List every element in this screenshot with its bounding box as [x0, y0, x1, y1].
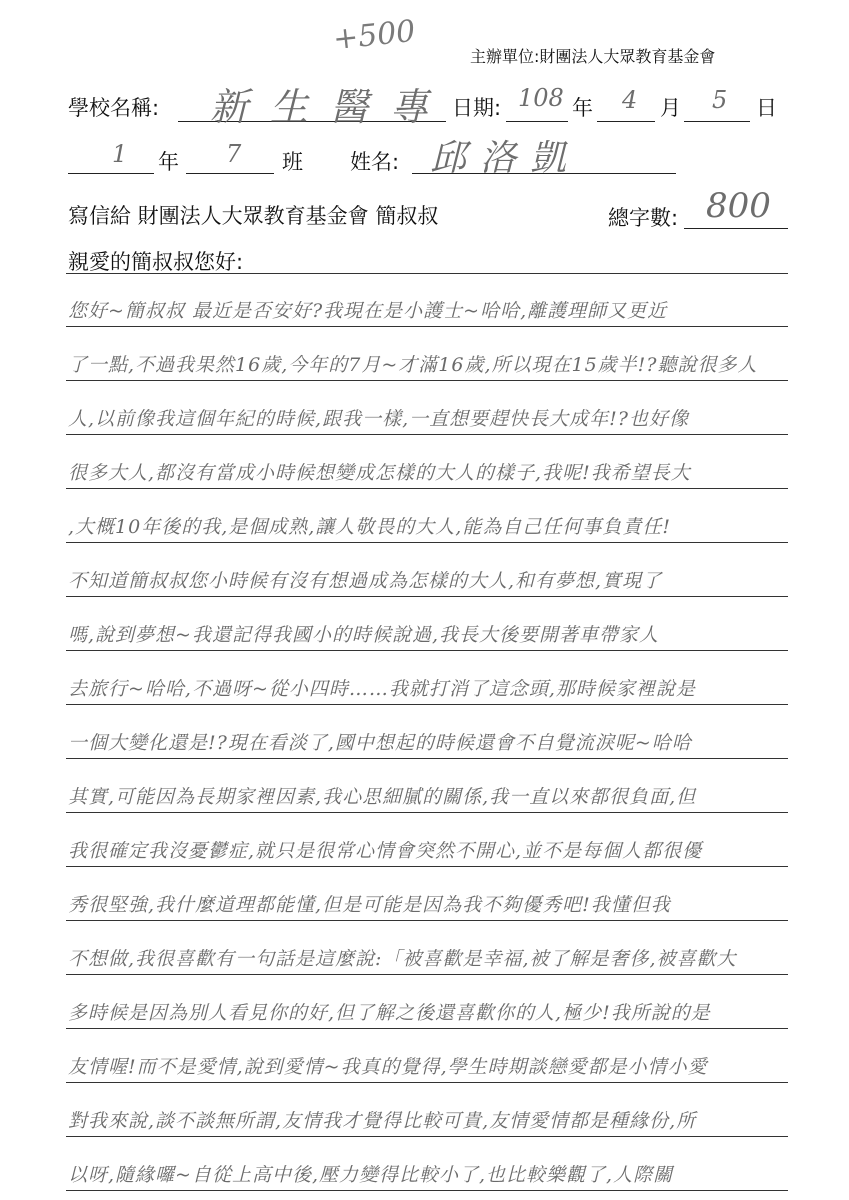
ruled-line: [66, 380, 788, 381]
month-label: 月: [660, 96, 681, 120]
score-annotation: +500: [331, 13, 418, 58]
ruled-line: [66, 650, 788, 651]
school-value: 新生醫專: [210, 85, 451, 129]
ruled-line: [66, 1028, 788, 1029]
letter-line: 對我來說,談不談無所謂,友情我才覺得比較可貴,友情愛情都是種緣份,所: [68, 1110, 697, 1132]
class-underline: [186, 173, 274, 174]
letter-line: 不想做,我很喜歡有一句話是這麼說:「被喜歡是幸福,被了解是奢侈,被喜歡大: [68, 948, 737, 970]
grade-underline: [68, 173, 154, 174]
school-label: 學校名稱:: [68, 96, 160, 120]
ruled-line: [66, 1190, 788, 1191]
letter-line: 一個大變化還是!?現在看淡了,國中想起的時候還會不自覺流淚呢~哈哈: [68, 732, 692, 754]
class-label: 班: [282, 150, 303, 174]
month-value: 4: [622, 86, 638, 114]
ruled-line: [66, 488, 788, 489]
greeting-text: 親愛的簡叔叔您好:: [68, 250, 244, 274]
letter-line: 很多大人,都沒有當成小時候想變成怎樣的大人的樣子,我呢!我希望長大: [68, 462, 691, 484]
letter-line: 了一點,不過我果然16歲,今年的7月~才滿16歲,所以現在15歲半!?聽說很多人: [68, 354, 758, 376]
ruled-line: [66, 1082, 788, 1083]
greeting-underline: [66, 273, 788, 274]
ruled-line: [66, 434, 788, 435]
ruled-line: [66, 1136, 788, 1137]
year-label: 年: [572, 96, 593, 120]
date-label: 日期:: [452, 96, 502, 120]
letter-line: 我很確定我沒憂鬱症,就只是很常心情會突然不開心,並不是每個人都很優: [68, 840, 703, 862]
ruled-line: [66, 758, 788, 759]
ruled-line: [66, 542, 788, 543]
name-value: 邱洛凱: [430, 138, 581, 179]
organizer-text: 主辦單位:財團法人大眾教育基金會: [470, 47, 716, 66]
ruled-line: [66, 326, 788, 327]
letter-to-text: 寫信給 財團法人大眾教育基金會 簡叔叔: [68, 204, 439, 228]
ruled-line: [66, 866, 788, 867]
ruled-line: [66, 812, 788, 813]
ruled-line: [66, 596, 788, 597]
letter-line: 秀很堅強,我什麼道理都能懂,但是可能是因為我不夠優秀吧!我懂但我: [68, 894, 671, 916]
word-count-label: 總字數:: [608, 206, 679, 230]
letter-line: ,大概10年後的我,是個成熟,讓人敬畏的大人,能為自己任何事負責任!: [68, 516, 671, 538]
letter-line: 不知道簡叔叔您小時候有沒有想過成為怎樣的大人,和有夢想,實現了: [68, 570, 663, 592]
grade-label: 年: [158, 150, 179, 174]
letter-line: 嗎,說到夢想~我還記得我國小的時候說過,我長大後要開著車帶家人: [68, 624, 660, 646]
day-value: 5: [712, 86, 728, 114]
letter-line: 多時候是因為別人看見你的好,但了解之後還喜歡你的人,極少!我所說的是: [68, 1002, 711, 1024]
grade-value: 1: [112, 140, 128, 168]
ruled-line: [66, 920, 788, 921]
letter-line: 其實,可能因為長期家裡因素,我心思細膩的關係,我一直以來都很負面,但: [68, 786, 697, 808]
letter-line: 以呀,隨緣囉~自從上高中後,壓力變得比較小了,也比較樂觀了,人際關: [68, 1164, 674, 1186]
word-count-underline: [684, 228, 788, 229]
letter-line: 友情喔!而不是愛情,說到愛情~我真的覺得,學生時期談戀愛都是小情小愛: [68, 1056, 708, 1078]
day-underline: [684, 121, 750, 122]
ruled-line: [66, 974, 788, 975]
ruled-line: [66, 704, 788, 705]
name-label: 姓名:: [350, 150, 400, 174]
letter-line: 人,以前像我這個年紀的時候,跟我一樣,一直想要趕快長大成年!?也好像: [68, 408, 689, 430]
word-count-value: 800: [706, 186, 771, 226]
letter-line: 去旅行~哈哈,不過呀~從小四時……我就打消了這念頭,那時候家裡說是: [68, 678, 696, 700]
day-label: 日: [756, 96, 777, 120]
letter-line: 您好~簡叔叔 最近是否安好?我現在是小護士~哈哈,離護理師又更近: [68, 300, 668, 322]
class-value: 7: [226, 140, 242, 168]
year-underline: [506, 121, 568, 122]
month-underline: [597, 121, 655, 122]
year-value: 108: [518, 84, 564, 112]
